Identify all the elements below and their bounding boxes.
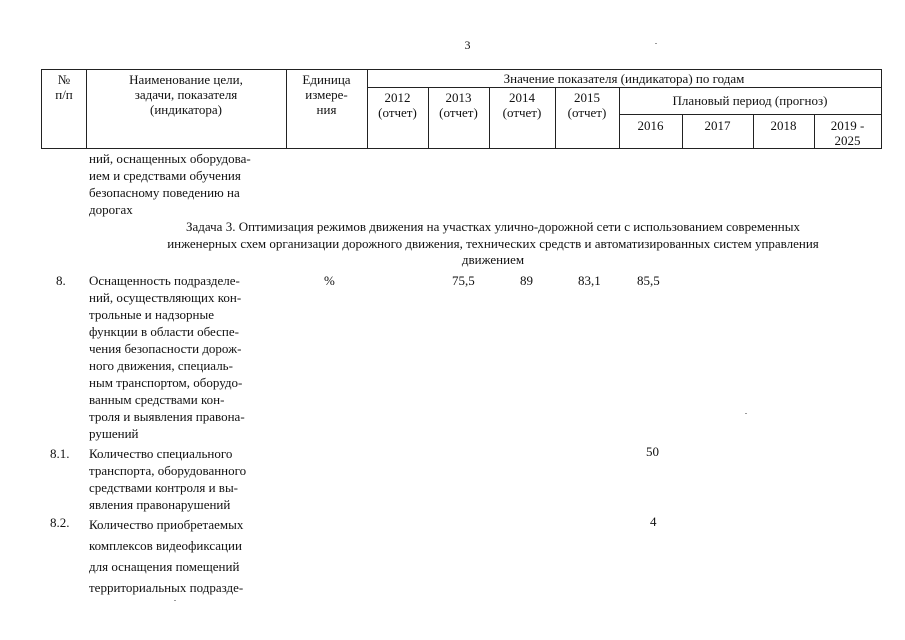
row-8-name (89, 272, 289, 442)
row-8-1-line: транспорта, оборудованного (89, 463, 247, 478)
scan-speck (174, 600, 176, 601)
scan-speck (745, 413, 747, 414)
row-8-2-line: территориальных подразде- (89, 580, 244, 595)
header-no-line1: № (57, 72, 71, 87)
row-8-line: функции в области обеспе- (89, 324, 239, 339)
header-name-line3: (индикатора) (150, 102, 222, 117)
row-8-value-2013: 75,5 (452, 273, 475, 288)
header-plan-2016: 2016 (637, 118, 664, 133)
year-label: 2013 (445, 90, 472, 105)
row-8-2-line: комплексов видеофиксации (89, 538, 242, 553)
row-8-line: ного движения, специаль- (89, 358, 233, 373)
row-8-2-line: Количество приобретаемых (89, 517, 244, 532)
header-name (86, 72, 286, 117)
continued-line: ний, оснащенных оборудова- (89, 151, 251, 166)
row-8-1-line: Количество специального (89, 446, 233, 461)
scan-speck (655, 43, 657, 44)
row-8-1-value-2016: 50 (646, 444, 659, 459)
row-8-1-name (89, 445, 287, 513)
header-year-2014 (489, 90, 555, 120)
header-name-line2: задачи, показателя (134, 87, 238, 102)
header-year-2013 (428, 90, 489, 120)
row-8-1-line: средствами контроля и вы- (89, 480, 239, 495)
header-no-line2: п/п (55, 87, 73, 102)
header-plan-2018: 2018 (770, 118, 797, 133)
header-name-line1: Наименование цели, (129, 72, 243, 87)
year-label: 2012 (384, 90, 411, 105)
row-8-1-line: явления правонарушений (89, 497, 231, 512)
task-3-heading (110, 219, 876, 269)
continued-line: ием и средствами обучения (89, 168, 241, 183)
row-8-2-value-2016: 4 (650, 514, 657, 529)
continued-line: безопасному поведению на (89, 185, 240, 200)
task-3-line1: Задача 3. Оптимизация режимов движения на участках улично-дорожной сети с использованием современных (185, 219, 800, 234)
continued-line: дорогах (89, 202, 133, 217)
table-header (41, 69, 882, 149)
row-8-2-name (89, 514, 287, 598)
row-8-value-2016: 85,5 (637, 273, 660, 288)
plan-year-line1: 2019 - (830, 118, 865, 133)
task-3-line2: инженерных схем организации дорожного движения, технических средств и автоматизированных систем управления (167, 235, 819, 251)
row-8-1-number: 8.1. (50, 446, 70, 461)
row-8-line: рушений (89, 426, 139, 441)
row-8-line: троля и выявления правона- (89, 409, 245, 424)
page-number: 3 (464, 38, 471, 52)
row-8-line: ний, осуществляющих кон- (89, 290, 242, 305)
header-plan-2019-2025 (814, 118, 881, 148)
header-unit-line2: измере- (305, 87, 348, 102)
row-8-line: ным транспортом, оборудо- (89, 375, 243, 390)
row-8-value-2014: 89 (520, 273, 533, 288)
task-3-line3: движением (461, 252, 525, 267)
year-note: (отчет) (439, 105, 478, 120)
row-8-line: трольные и надзорные (89, 307, 215, 322)
header-unit-line3: ния (316, 102, 337, 117)
header-no (42, 72, 86, 102)
header-year-2015 (555, 90, 619, 120)
plan-year-line2: 2025 (834, 133, 861, 148)
row-8-line: чения безопасности дорож- (89, 341, 242, 356)
row-8-2-number: 8.2. (50, 515, 70, 530)
header-year-2012 (367, 90, 428, 120)
header-plan-2017: 2017 (704, 118, 731, 133)
year-label: 2014 (509, 90, 535, 105)
row-8-line: ванным средствами кон- (89, 392, 225, 407)
header-unit-line1: Единица (302, 72, 351, 87)
row-8-unit: % (324, 273, 335, 288)
year-note: (отчет) (567, 105, 607, 120)
header-plan-title: Плановый период (прогноз) (672, 93, 828, 108)
row-8-value-2015: 83,1 (578, 273, 601, 288)
row-8-line: Оснащенность подразделе- (89, 273, 240, 288)
header-values-title: Значение показателя (индикатора) по годам (503, 71, 745, 86)
year-label: 2015 (574, 90, 600, 105)
year-note: (отчет) (378, 105, 417, 120)
continued-row-text (89, 150, 289, 218)
row-8-2-line: для оснащения помещений (89, 559, 240, 574)
header-unit (286, 72, 367, 117)
row-8-number: 8. (56, 273, 66, 288)
year-note: (отчет) (502, 105, 542, 120)
